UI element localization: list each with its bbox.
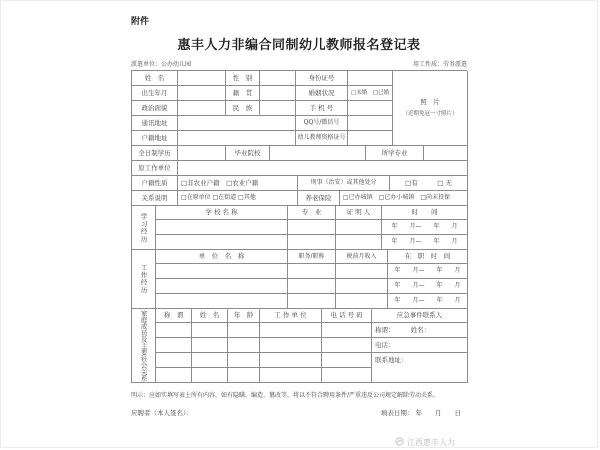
top-section: [132, 71, 467, 146]
input-cell: [156, 235, 288, 250]
work-row: [156, 279, 468, 294]
label-birth: 出生年月: [132, 86, 178, 101]
header-income: 税前月收入: [336, 250, 388, 264]
period-cell: 年 月— 年 月: [388, 264, 468, 279]
input-cell: [228, 353, 260, 368]
input-cell: [348, 131, 393, 146]
input-cell: [156, 264, 288, 279]
date-blank: 年 月 日: [415, 409, 461, 417]
input-cell: [260, 368, 322, 383]
date-label: 填表日期：: [380, 409, 414, 417]
study-header-row: [156, 206, 468, 220]
header-name: 姓 名: [192, 309, 228, 323]
input-cell: [192, 353, 228, 368]
input-cell: [260, 353, 322, 368]
label-qq-wechat: QQ号/微信号: [296, 116, 348, 131]
label-mobile: 手 机 号: [296, 101, 348, 116]
input-cell: [260, 101, 296, 116]
input-cell: [288, 279, 336, 294]
table-row: [132, 116, 393, 131]
work-section: [132, 250, 467, 309]
header-work-unit: 工 作 单 位: [260, 309, 322, 323]
household-checkboxes: □非农业户籍 □农业户籍: [178, 176, 298, 191]
label-mailing-address: 通讯地址: [132, 116, 178, 131]
table-row: [132, 71, 393, 86]
attachment-label: 附件: [131, 17, 150, 27]
work-rows: [156, 250, 468, 309]
study-section-label: 学习经历: [132, 206, 156, 250]
work-row: [156, 264, 468, 279]
study-rows: [156, 206, 468, 250]
label-ethnicity: 民 族: [226, 101, 260, 116]
table-row: [132, 101, 393, 116]
pension-checkboxes: □已办城镇 □已办小城镇 □尚未投保: [340, 191, 468, 206]
period-cell: 年 月— 年 月: [388, 279, 468, 294]
emergency-phone: 电话：: [372, 338, 468, 353]
emergency-address: 联系地址：: [372, 353, 468, 383]
work-section-label: 工作经历: [132, 250, 156, 309]
label-pension: 养老保险: [298, 191, 340, 206]
input-cell: [336, 279, 388, 294]
input-cell: [156, 323, 192, 338]
table-row: [132, 131, 393, 146]
fill-date: [381, 408, 461, 417]
penalty-checkboxes: □有 □ 无: [390, 176, 468, 191]
input-cell: [322, 338, 372, 353]
form-title: 惠丰人力非编合同制幼儿教师报名登记表: [177, 38, 421, 53]
input-cell: [156, 279, 288, 294]
table-row: [132, 146, 467, 161]
period-cell: 年 月— 年 月: [388, 294, 468, 309]
period-cell: 年 月— 年 月: [382, 235, 468, 250]
header-time: 时 间: [382, 206, 468, 220]
family-row: [156, 338, 372, 353]
label-education: 全日制学历: [132, 146, 178, 161]
input-cell: [156, 220, 288, 235]
registration-table: [131, 70, 467, 383]
header-emergency-contact: 应急事件联系人: [372, 309, 468, 323]
label-household-address: 户籍地址: [132, 131, 178, 146]
family-section-label: 家庭成员及主要社会关系: [132, 309, 156, 383]
input-cell: [178, 116, 296, 131]
label-name: 姓 名: [132, 71, 178, 86]
input-cell: [322, 323, 372, 338]
input-cell: [260, 86, 296, 101]
input-cell: [156, 368, 192, 383]
study-row: [156, 220, 468, 235]
label-marital: 婚姻状况: [296, 86, 348, 101]
family-row: [156, 368, 372, 383]
employment-type: 用工性质：劳务派遣: [412, 61, 467, 68]
watermark-logo: [131, 437, 467, 448]
top-left-rows: [132, 71, 393, 146]
applicant-signature-label: 应聘者（本人签名）：: [131, 409, 193, 417]
input-cell: [178, 146, 226, 161]
label-political: 政治面貌: [132, 101, 178, 116]
input-cell: [178, 131, 296, 146]
subheader: [131, 59, 467, 68]
label-native-place: 籍 贯: [226, 86, 260, 101]
header-unit-name: 单 位 名 称: [156, 250, 288, 264]
input-cell: [178, 101, 226, 116]
input-cell: [336, 235, 382, 250]
input-cell: [178, 161, 468, 176]
input-cell: [270, 146, 366, 161]
input-cell: [178, 71, 226, 86]
work-header-row: [156, 250, 468, 264]
input-cell: [192, 368, 228, 383]
label-teacher-cert: 幼儿教师资格证号: [296, 131, 348, 146]
input-cell: [156, 338, 192, 353]
logo-icon: [395, 437, 404, 448]
relation-checkboxes: □在原单位 □在街道 □其他: [178, 191, 298, 206]
label-former-employer: 原工作单位: [132, 161, 178, 176]
family-header-row: [156, 309, 468, 323]
input-cell: [424, 146, 468, 161]
header-phone: 电 话 号 码: [322, 309, 372, 323]
input-cell: [322, 368, 372, 383]
label-gender: 性 别: [226, 71, 260, 86]
study-section: [132, 206, 467, 250]
signature-row: [131, 408, 467, 417]
study-row: [156, 235, 468, 250]
table-row: [132, 86, 393, 101]
input-cell: [260, 71, 296, 86]
header-witness: 证 明 人: [336, 206, 382, 220]
label-major: 所学专业: [366, 146, 424, 161]
table-row: [132, 176, 467, 191]
input-cell: [322, 353, 372, 368]
input-cell: [228, 338, 260, 353]
input-cell: [336, 264, 388, 279]
input-cell: [348, 116, 393, 131]
table-row: [132, 191, 467, 206]
label-graduate-school: 毕业院校: [226, 146, 270, 161]
dispatch-unit: 派遣单位：公办幼儿园: [131, 61, 192, 68]
input-cell: [288, 235, 336, 250]
header-relation: 称 谓: [156, 309, 192, 323]
input-cell: [228, 323, 260, 338]
photo-title: 照 片: [420, 98, 440, 106]
label-relation-note: 关系说明: [132, 191, 178, 206]
header-age: 年 龄: [228, 309, 260, 323]
input-cell: [336, 294, 388, 309]
label-id-number: 身份证号: [296, 71, 348, 86]
family-row: [156, 323, 372, 338]
input-cell: [260, 338, 322, 353]
header-school-name: 学 校 名 称: [156, 206, 288, 220]
family-body: [156, 323, 468, 383]
input-cell: [348, 101, 393, 116]
input-cell: [288, 294, 336, 309]
work-row: [156, 294, 468, 309]
logo-text: 江西惠丰人力: [407, 438, 455, 447]
photo-box: [393, 71, 468, 146]
family-rows: [156, 309, 468, 383]
emergency-relation-name: 称谓： 姓名：: [372, 323, 468, 338]
notice-text: 明示：应如实填写表上所有内容，如有隐瞒、编造、篡改等，将以不符合聘用条件/严重违反公司规定解除劳动关系。: [131, 392, 440, 399]
input-cell: [336, 220, 382, 235]
input-cell: [288, 220, 336, 235]
header-job-title: 职务/职称: [288, 250, 336, 264]
form-content: [131, 1, 467, 448]
input-cell: [156, 353, 192, 368]
header-major: 专 业: [288, 206, 336, 220]
family-section: [132, 309, 467, 383]
input-cell: [192, 338, 228, 353]
family-left-rows: [156, 323, 372, 383]
input-cell: [228, 368, 260, 383]
input-cell: [156, 294, 288, 309]
input-cell: [260, 323, 322, 338]
marital-checkboxes: □未婚 □已婚: [348, 86, 393, 101]
photo-note: （近期免冠一寸照片）: [402, 111, 458, 118]
input-cell: [178, 86, 226, 101]
label-household-type: 户籍性质: [132, 176, 178, 191]
period-cell: 年 月— 年 月: [382, 220, 468, 235]
table-row: [132, 161, 467, 176]
label-penalty: 刑事（治安）或其他处分: [298, 176, 390, 191]
input-cell: [288, 264, 336, 279]
input-cell: [348, 71, 393, 86]
header-employment-time: 在 职 时 间: [388, 250, 468, 264]
input-cell: [192, 323, 228, 338]
family-row: [156, 353, 372, 368]
emergency-contact-cells: [372, 323, 468, 383]
